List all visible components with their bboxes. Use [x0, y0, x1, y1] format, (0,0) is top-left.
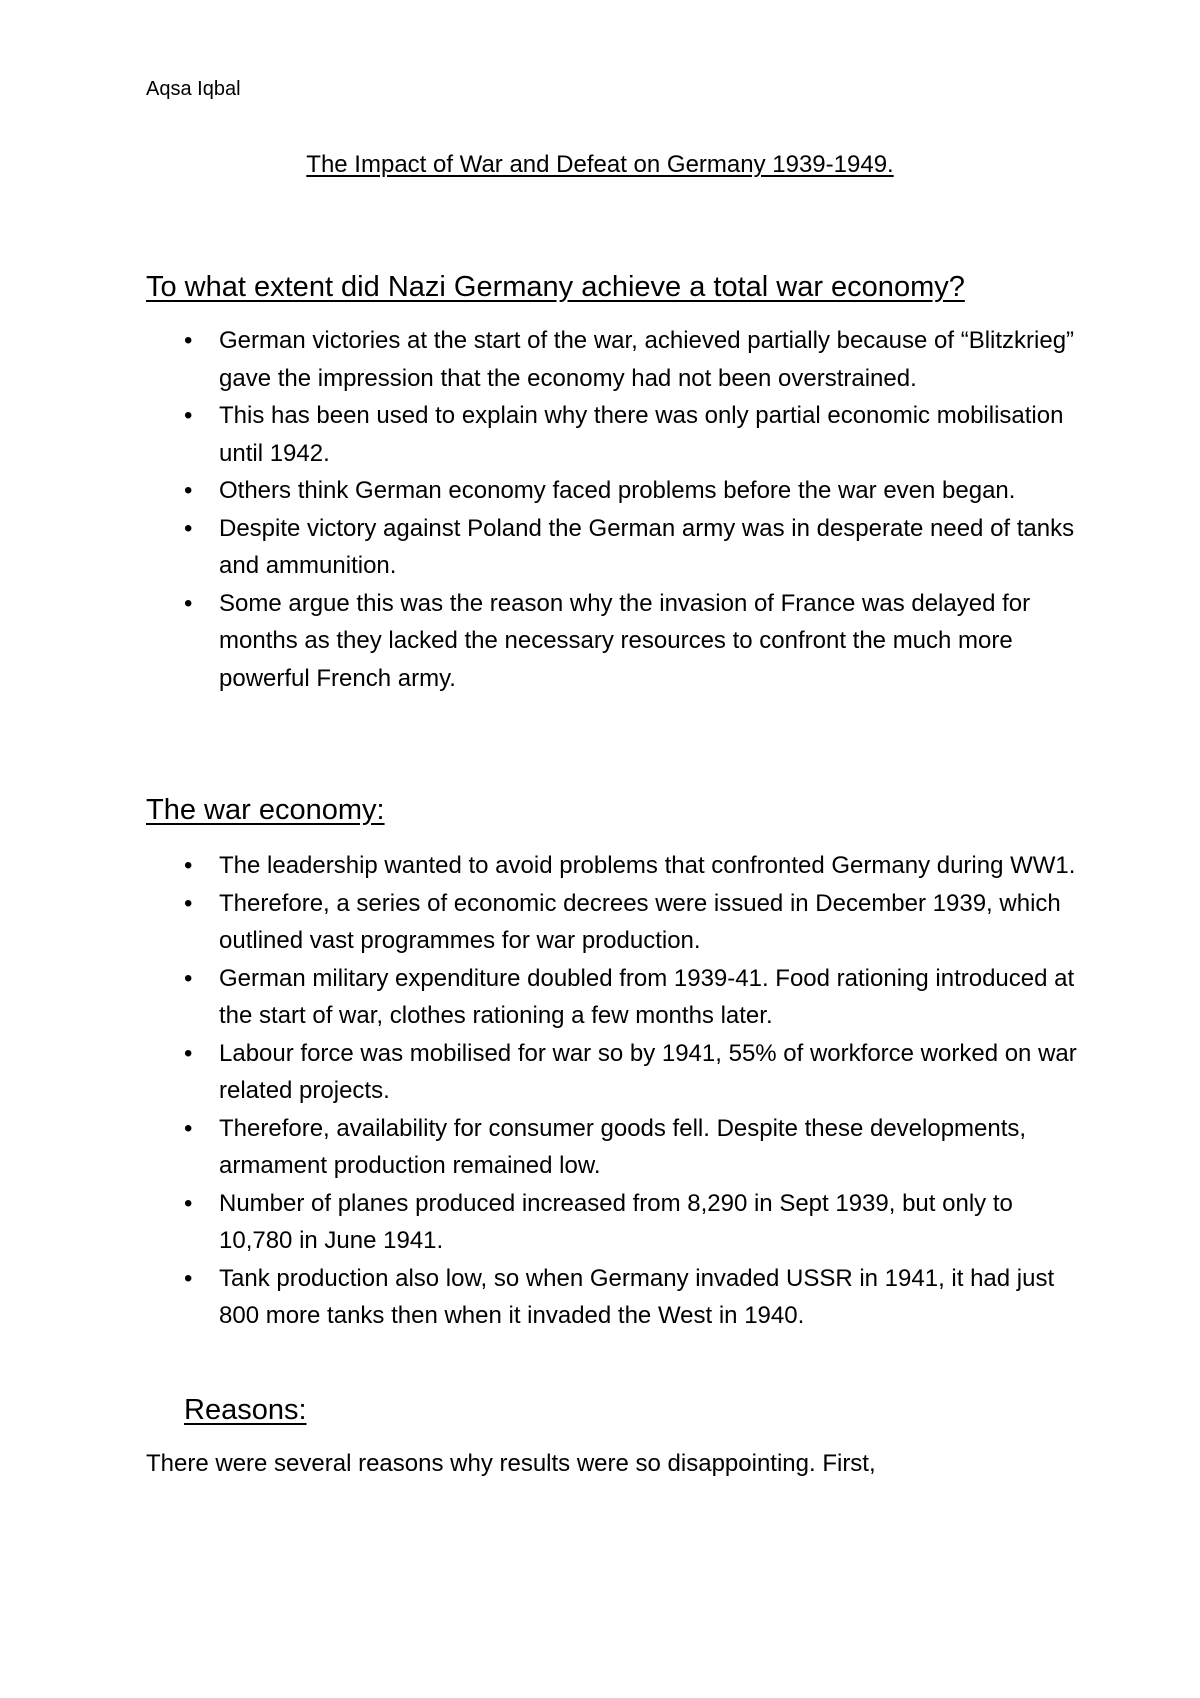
bullet-icon: •: [184, 1114, 193, 1142]
bullet-icon: •: [184, 964, 193, 992]
list-item-text: Therefore, availability for consumer goods fell. Despite these developments, armament production remained low.: [219, 1114, 1027, 1179]
list-item: [0, 510, 1089, 585]
list-item-text: Despite victory against Poland the German army was in desperate need of tanks and ammunition.: [219, 514, 1075, 579]
list-item-text: Labour force was mobilised for war so by 1941, 55% of workforce worked on war related projects.: [219, 1039, 1077, 1104]
bullet-icon: •: [184, 1189, 193, 1217]
list-item: [0, 472, 1089, 510]
list-item-text: Therefore, a series of economic decrees were issued in December 1939, which outlined vast programmes for war production.: [219, 889, 1061, 954]
bullet-icon: •: [184, 477, 193, 504]
list-item: [0, 1185, 1089, 1260]
bullet-icon: •: [184, 1264, 193, 1292]
list-item: [0, 1035, 1089, 1110]
section-heading-reasons: Reasons:: [184, 1394, 307, 1426]
bullet-icon: •: [184, 589, 193, 617]
list-item-text: Tank production also low, so when Germany invaded USSR in 1941, it had just 800 more tanks then when it invaded the West in 1940.: [219, 1264, 1055, 1329]
list-item: [0, 585, 1089, 698]
bullet-icon: •: [184, 889, 193, 917]
bullet-icon: •: [184, 852, 193, 879]
list-item-text: Number of planes produced increased from 8,290 in Sept 1939, but only to 10,780 in June 1941.: [219, 1189, 1013, 1254]
list-item: [0, 847, 1089, 885]
reasons-paragraph: There were several reasons why results were so disappointing. First,: [146, 1450, 876, 1477]
list-item-text: Some argue this was the reason why the invasion of France was delayed for months as they lacked the necessary resources to confront the much more powerful French army.: [219, 589, 1031, 692]
document-title: The Impact of War and Defeat on Germany 1939-1949.: [306, 151, 894, 178]
section-heading-war-economy: The war economy:: [146, 794, 385, 826]
list-item-text: German victories at the start of the war, achieved partially because of “Blitzkrieg” gave the impression that the economy had not been overstrained.: [219, 327, 1075, 392]
bullet-icon: •: [184, 327, 193, 354]
list-item: [0, 960, 1089, 1035]
bullet-list-war-economy: [0, 847, 1200, 1335]
list-item-text: German military expenditure doubled from 1939-41. Food rationing introduced at the start of war, clothes rationing a few months later.: [219, 964, 1075, 1029]
section-heading-total-war: To what extent did Nazi Germany achieve a total war economy?: [146, 271, 965, 303]
list-item-text: The leadership wanted to avoid problems that confronted Germany during WW1.: [219, 852, 1076, 879]
list-item: [0, 1110, 1089, 1185]
bullet-icon: •: [184, 1039, 193, 1067]
author-name: Aqsa Iqbal: [146, 78, 241, 100]
list-item-text: This has been used to explain why there was only partial economic mobilisation until 1942.: [219, 402, 1064, 467]
list-item: [0, 1260, 1089, 1335]
list-item: [0, 397, 1089, 472]
list-item: [0, 322, 1089, 397]
list-item: [0, 885, 1089, 960]
bullet-list-total-war: [0, 322, 1200, 697]
bullet-icon: •: [184, 402, 193, 429]
bullet-icon: •: [184, 514, 193, 542]
list-item-text: Others think German economy faced problems before the war even began.: [219, 477, 1016, 504]
